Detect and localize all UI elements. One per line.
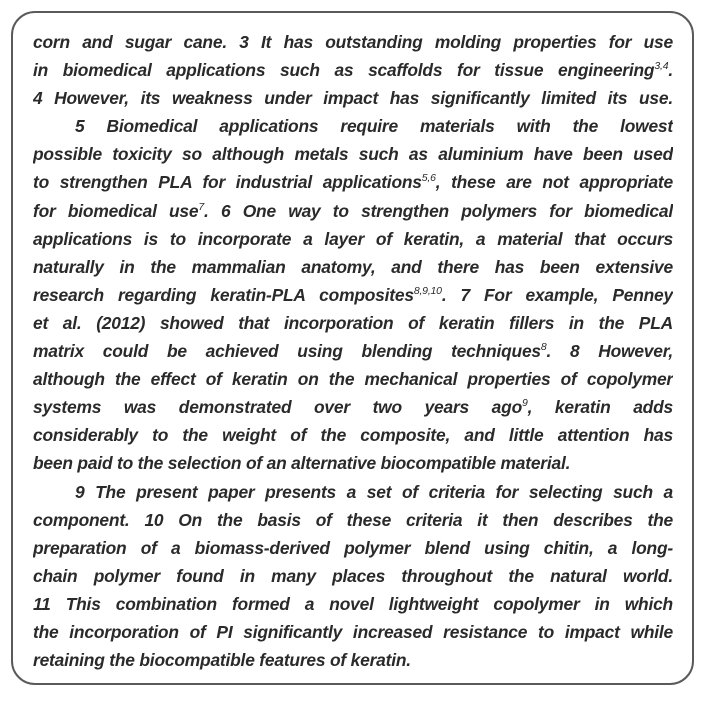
passage-line: applications is to incorporate a layer of keratin, a material that occurs xyxy=(33,228,673,249)
citation-superscript: 3,4 xyxy=(654,60,669,73)
passage-line: possible toxicity so although metals such as aluminium have been used xyxy=(33,144,673,165)
passage-line: preparation of a biomass-derived polymer blend using chitin, a long- xyxy=(33,537,673,558)
citation-superscript: 9 xyxy=(522,397,528,410)
citation-superscript: 8,9,10 xyxy=(413,284,442,297)
passage-line: chain polymer found in many places throughout the natural world. xyxy=(33,565,673,586)
passage-line: for biomedical use$^7$. 6 One way to strengthen polymers for biomedical xyxy=(33,200,673,221)
passage-line: 4 However, its weakness under impact has significantly limited its use. xyxy=(33,88,673,109)
passage-line: retaining the biocompatible features of keratin. xyxy=(33,650,411,671)
passage-line: although the effect of keratin on the mechanical properties of copolymer xyxy=(33,369,673,390)
passage-line: naturally in the mammalian anatomy, and there has been extensive xyxy=(33,256,673,277)
passage-line: systems was demonstrated over two years ago$^9$, keratin adds xyxy=(33,397,673,418)
passage-line: the incorporation of PI significantly increased resistance to impact while xyxy=(33,621,673,642)
passage-line: considerably to the weight of the composite, and little attention has xyxy=(33,425,673,446)
citation-superscript: 7 xyxy=(198,200,205,213)
passage-line: corn and sugar cane. 3 It has outstanding molding properties for use xyxy=(33,32,673,52)
citation-superscript: 8 xyxy=(540,341,547,354)
passage-line: been paid to the selection of an alternative biocompatible material. xyxy=(33,453,571,474)
passage-text xyxy=(33,28,673,674)
passage-line: 5 Biomedical applications require materials with the lowest xyxy=(75,116,673,137)
passage-line: to strengthen PLA for industrial applications$^{5,6}$, these are not appropriate xyxy=(33,172,673,193)
passage-line: 9 The present paper presents a set of criteria for selecting such a xyxy=(75,481,673,502)
citation-superscript: 5,6 xyxy=(421,172,436,185)
passage-line: 11 This combination formed a novel lightweight copolymer in which xyxy=(33,593,673,614)
passage-line: et al. (2012) showed that incorporation of keratin fillers in the PLA xyxy=(33,312,673,333)
passage-line: component. 10 On the basis of these criteria it then describes the xyxy=(33,509,673,530)
passage-line: in biomedical applications such as scaffolds for tissue engineering$^{3,4}$. xyxy=(33,60,673,81)
passage-line: matrix could be achieved using blending techniques$^8$. 8 However, xyxy=(33,341,673,362)
passage-line: research regarding keratin-PLA composites$^{8,9,10}$. 7 For example, Penney xyxy=(33,284,673,305)
